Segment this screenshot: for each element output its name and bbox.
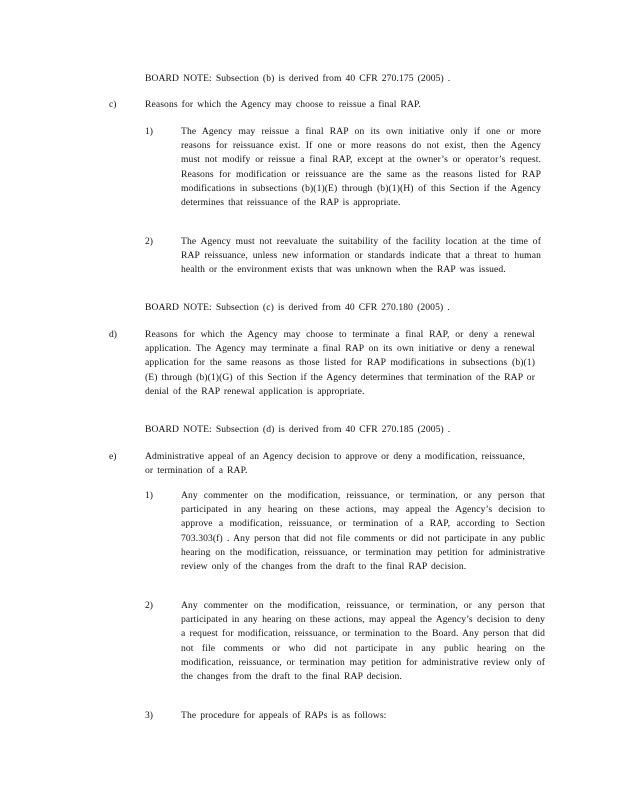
section-e-item-3-marker: 3): [145, 710, 153, 721]
section-c-item-1-text: The Agency may reissue a final RAP on its own initiative only if one or more reasons for reissuance exist. If one or more reasons do not exist, then the Agency must not modify or reissue a final RAP, except at the owner’s or operator’s request. Reasons for modification or reissuance are the same as the reasons listed for RAP modifications in subsections (b)(1)(E) through (b)(1)(H) of this Section if the Agency determines that reissuance of the RAP is appropriate.: [181, 126, 541, 209]
section-e-item-3-text: The procedure for appeals of RAPs is as follows:: [181, 710, 387, 721]
section-e-item-2-text: Any commenter on the modification, reissuance, or termination, or any person that participated in any hearing on these actions, may appeal the Agency’s decision to deny a request for modification, reissuance, or termination to the Board. Any person that did not file comments or who did not participate in any public hearing on the modification, reissuance, or termination may petition for administrative review only of the changes from the draft to the final RAP decision.: [181, 600, 545, 683]
section-c-marker: c): [109, 99, 117, 110]
board-note-subsection-b: BOARD NOTE: Subsection (b) is derived from 40 CFR 270.175 (2005) .: [145, 73, 451, 84]
section-e-item-1-marker: 1): [145, 490, 153, 501]
board-note-subsection-d: BOARD NOTE: Subsection (d) is derived from 40 CFR 270.185 (2005) .: [145, 424, 451, 435]
section-e-item-1-text: Any commenter on the modification, reissuance, or termination, or any person that participated in any hearing on these actions, may appeal the Agency’s decision to approve a modification, reissuance, or termination of a RAP, according to Section 703.303(f) . Any person that did not file comments or did not participate in any public hearing on the modification, reissuance, or termination may petition for administrative review only of the changes from the draft to the final RAP decision.: [181, 490, 545, 573]
section-e-heading: Administrative appeal of an Agency decision to approve or deny a modification, reissuance, or termination of a RAP.: [145, 451, 525, 477]
section-e-marker: e): [109, 451, 117, 462]
section-e-item-2-marker: 2): [145, 600, 153, 611]
section-c-item-2-marker: 2): [145, 236, 153, 247]
section-d-marker: d): [109, 329, 117, 340]
section-d-text: Reasons for which the Agency may choose to terminate a final RAP, or deny a renewal application. The Agency may terminate a final RAP on its own initiative or deny a renewal application for the same reasons as those listed for RAP modifications in subsections (b)(1)(E) through (b)(1)(G) of this Section if the Agency determines that termination of the RAP or denial of the RAP renewal application is appropriate.: [145, 329, 535, 397]
section-c-item-2-text: The Agency must not reevaluate the suitability of the facility location at the time of RAP reissuance, unless new information or standards indicate that a threat to human health or the environment exists that was unknown when the RAP was issued.: [181, 236, 541, 276]
section-c-item-1-marker: 1): [145, 126, 153, 137]
section-c-heading: Reasons for which the Agency may choose to reissue a final RAP.: [145, 99, 421, 110]
board-note-subsection-c: BOARD NOTE: Subsection (c) is derived from 40 CFR 270.180 (2005) .: [145, 302, 450, 313]
